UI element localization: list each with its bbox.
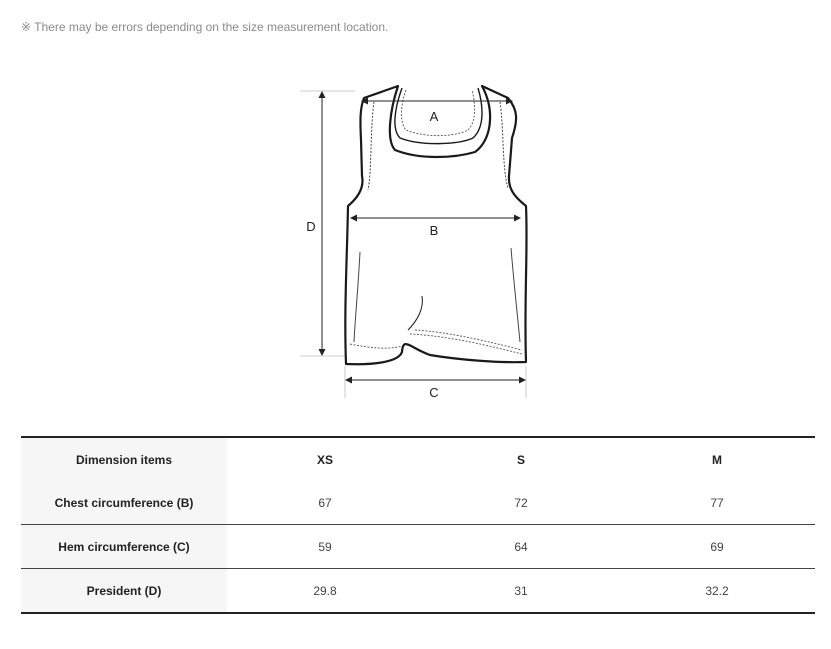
label-d: D [306,219,316,234]
label-a: A [429,109,439,124]
cell-hem-xs: 59 [227,525,423,569]
label-b: B [429,223,439,238]
cell-length-s: 31 [514,583,528,598]
row-label-hem: Hem circumference (C) [21,525,227,569]
cell-length-m: 32.2 [705,583,729,598]
tank-top-diagram [290,80,540,405]
row-label-chest: Chest circumference (B) [21,481,227,525]
garment-illustration [290,80,540,405]
header-dimension-items: Dimension items [21,437,227,481]
header-size-s: S [516,452,525,467]
table-row [21,569,815,614]
cell-chest-s: 72 [423,481,619,525]
cell-hem-s: 64 [423,525,619,569]
size-table [21,436,815,614]
cell-length-xs: 29.8 [313,583,337,598]
label-c: C [429,385,439,400]
d-arrow-bottom [319,349,326,356]
header-size-m: M [712,452,722,467]
table-row [21,481,815,525]
c-arrow-left [345,377,352,384]
cell-hem-m: 69 [619,525,815,569]
table-row [21,525,815,569]
d-arrow-top [319,91,326,98]
cell-chest-xs: 67 [227,481,423,525]
c-arrow-right [519,377,526,384]
table-header-row [21,437,815,481]
header-size-xs: XS [316,452,333,467]
cell-chest-m: 77 [619,481,815,525]
row-label-length: President (D) [21,569,227,614]
measurement-note: ※ There may be errors depending on the size measurement location. [21,20,389,34]
